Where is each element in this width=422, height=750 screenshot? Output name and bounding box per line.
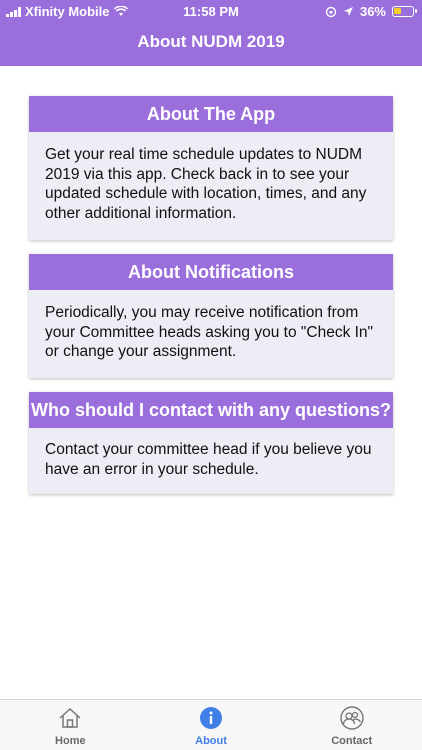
tab-bar: [0, 699, 422, 750]
contact-icon: [339, 706, 365, 730]
card-body: Get your real time schedule updates to NUDM 2019 via this app. Check back in to see your updated schedule with location, times, and any other additional information.: [45, 146, 367, 222]
tab-home[interactable]: [0, 700, 141, 750]
about-app-card: [29, 96, 393, 240]
home-icon: [58, 706, 82, 730]
location-icon: [343, 6, 354, 17]
rotation-lock-icon: [325, 6, 337, 18]
info-icon: [199, 706, 223, 730]
card-title: About Notifications: [29, 254, 393, 290]
battery-percent: 36%: [359, 4, 386, 19]
status-bar: [0, 0, 422, 22]
carrier-name: Xfinity Mobile: [25, 4, 110, 19]
card-body: Periodically, you may receive notification from your Committee heads asking you to "Check In" or change your assignment.: [45, 304, 374, 360]
tab-label: Contact: [331, 735, 373, 747]
card-title: Who should I contact with any questions?: [29, 392, 393, 428]
card-body: Contact your committee head if you believe you have an error in your schedule.: [45, 441, 372, 478]
tab-label: Home: [55, 735, 86, 747]
app-header: [0, 0, 422, 66]
battery-icon: [392, 6, 414, 17]
card-title: About The App: [29, 96, 393, 132]
tab-about[interactable]: [141, 700, 282, 750]
contact-questions-card: [29, 392, 393, 494]
tab-contact[interactable]: [281, 700, 422, 750]
status-time: 11:58 PM: [183, 4, 239, 19]
about-notifications-card: [29, 254, 393, 378]
page-title: About NUDM 2019: [137, 32, 285, 51]
tab-label: About: [195, 735, 227, 747]
